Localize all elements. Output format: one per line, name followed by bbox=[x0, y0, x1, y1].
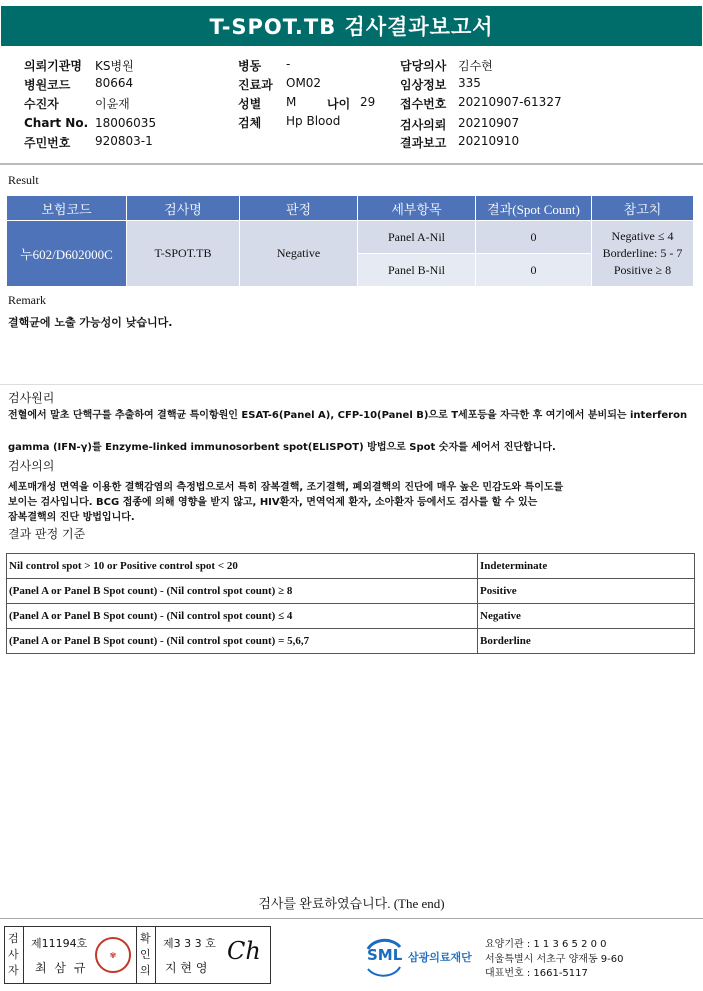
logo-text: SML bbox=[367, 946, 403, 964]
significance-line1: 세포매개성 면역을 이용한 결핵감염의 측정법으로서 특히 잠복결핵, 조기결핵, 폐외결핵의 진단에 매우 높은 민감도와 특이도를 bbox=[8, 482, 564, 493]
value-ward: - bbox=[286, 57, 291, 71]
org-code: 요양기관 : 1 1 3 6 5 2 0 0 bbox=[485, 939, 607, 950]
header-divider bbox=[0, 163, 703, 165]
examiner-name: 최 삼 규 bbox=[35, 961, 88, 975]
value-hospital-code: 80664 bbox=[95, 76, 134, 90]
seal-icon: ✾ bbox=[95, 937, 131, 973]
divider bbox=[136, 927, 137, 983]
col-detail-item: 세부항목 bbox=[358, 196, 476, 221]
value-resident-no: 920803-1 bbox=[95, 134, 153, 148]
verifier-name: 지 현 영 bbox=[165, 961, 208, 975]
value-clinical-info: 335 bbox=[458, 76, 481, 90]
cell-item-a: Panel A-Nil bbox=[358, 221, 476, 254]
significance-line3: 잠복결핵의 진단 방법입니다. bbox=[8, 512, 135, 523]
cell-count-b: 0 bbox=[476, 254, 592, 287]
significance-line2: 보이는 검사입니다. BCG 접종에 의해 영향을 받지 않고, HIV환자, 면역억제 환자, 소아환자 등에서도 검사를 할 수 있는 bbox=[8, 497, 538, 508]
criteria-result: Negative bbox=[478, 604, 695, 629]
label-chart-no: Chart No. bbox=[24, 116, 89, 130]
signature-box bbox=[4, 926, 271, 984]
label-department: 진료과 bbox=[238, 78, 273, 92]
header-info bbox=[0, 54, 703, 154]
org-address: 서울특별시 서초구 양재동 9-60 bbox=[485, 954, 624, 965]
cell-insurance-code: 누602/D602000C bbox=[7, 221, 127, 287]
value-report-date: 20210910 bbox=[458, 134, 520, 148]
signature-mark: Ch bbox=[227, 937, 261, 965]
principle-line2: gamma (IFN-γ)를 Enzyme-linked immunosorbent spot(ELISPOT) 방법으로 Spot 숫자를 세어서 진단합니다. bbox=[8, 442, 556, 453]
value-specimen: Hp Blood bbox=[286, 114, 341, 128]
label-clinical-info: 임상정보 bbox=[400, 78, 447, 92]
reference-negative: Negative ≤ 4 bbox=[611, 229, 674, 243]
criteria-result: Indeterminate bbox=[478, 554, 695, 579]
cell-item-b: Panel B-Nil bbox=[358, 254, 476, 287]
value-sex: M bbox=[286, 95, 297, 109]
criteria-result: Borderline bbox=[478, 629, 695, 654]
label-hospital-code: 병원코드 bbox=[24, 78, 71, 92]
label-age: 나이 bbox=[327, 97, 351, 111]
result-table bbox=[6, 195, 694, 287]
value-department: OM02 bbox=[286, 76, 322, 90]
criteria-result: Positive bbox=[478, 579, 695, 604]
cell-reference bbox=[592, 221, 694, 287]
col-reference: 참고치 bbox=[592, 196, 694, 221]
principle-heading: 검사원리 bbox=[8, 391, 55, 405]
label-institution: 의뢰기관명 bbox=[24, 59, 82, 73]
divider bbox=[155, 927, 156, 983]
criteria-condition: (Panel A or Panel B Spot count) - (Nil control spot count) ≥ 8 bbox=[7, 579, 478, 604]
principle-line1: 전혈에서 말초 단핵구를 추출하여 결핵균 특이항원인 ESAT-6(Panel A), CFP-10(Panel B)으로 T세포등을 자극한 후 여기에서 분비되는 interferon bbox=[8, 410, 688, 421]
divider bbox=[23, 927, 24, 983]
criteria-condition: Nil control spot > 10 or Positive control spot < 20 bbox=[7, 554, 478, 579]
verifier-label: 확인의 bbox=[140, 932, 151, 977]
org-phone: 대표번호 : 1661-5117 bbox=[485, 968, 588, 979]
reference-borderline: Borderline: 5 - 7 bbox=[602, 246, 683, 260]
org-name: 삼광의료재단 bbox=[408, 951, 472, 964]
label-patient: 수진자 bbox=[24, 97, 59, 111]
value-receipt-no: 20210907-61327 bbox=[458, 95, 562, 109]
value-request-date: 20210907 bbox=[458, 116, 520, 130]
label-receipt-no: 접수번호 bbox=[400, 97, 447, 111]
footer-divider bbox=[0, 918, 703, 919]
remark-divider bbox=[0, 384, 703, 385]
value-patient: 이윤재 bbox=[95, 97, 130, 111]
value-institution: KS병원 bbox=[95, 59, 134, 73]
result-heading: Result bbox=[8, 173, 39, 187]
significance-heading: 검사의의 bbox=[8, 459, 55, 473]
examiner-label: 검사자 bbox=[8, 932, 19, 977]
reference-positive: Positive ≥ 8 bbox=[613, 263, 672, 277]
col-result: 결과(Spot Count) bbox=[476, 196, 592, 221]
criteria-condition: (Panel A or Panel B Spot count) - (Nil control spot count) = 5,6,7 bbox=[7, 629, 478, 654]
label-ward: 병동 bbox=[238, 59, 262, 73]
label-sex: 성별 bbox=[238, 97, 262, 111]
col-judgement: 판정 bbox=[240, 196, 358, 221]
col-test-name: 검사명 bbox=[127, 196, 240, 221]
end-text: 검사를 완료하였습니다. (The end) bbox=[258, 896, 445, 911]
label-specimen: 검체 bbox=[238, 116, 262, 130]
report-title: T-SPOT.TB 검사결과보고서 bbox=[1, 6, 702, 46]
value-age: 29 bbox=[360, 95, 376, 109]
label-resident-no: 주민번호 bbox=[24, 136, 71, 150]
remark-text: 결핵균에 노출 가능성이 낮습니다. bbox=[8, 316, 173, 329]
verifier-no: 제3 3 3 호 bbox=[163, 937, 216, 950]
label-doctor: 담당의사 bbox=[400, 59, 447, 73]
label-report-date: 결과보고 bbox=[400, 136, 447, 150]
criteria-heading: 결과 판정 기준 bbox=[8, 527, 86, 541]
remark-heading: Remark bbox=[8, 293, 46, 307]
cell-test-name: T-SPOT.TB bbox=[127, 221, 240, 287]
cell-count-a: 0 bbox=[476, 221, 592, 254]
label-request-date: 검사의뢰 bbox=[400, 118, 447, 132]
criteria-condition: (Panel A or Panel B Spot count) - (Nil control spot count) ≤ 4 bbox=[7, 604, 478, 629]
value-chart-no: 18006035 bbox=[95, 116, 157, 130]
value-doctor: 김수현 bbox=[458, 59, 493, 73]
cell-judgement: Negative bbox=[240, 221, 358, 287]
examiner-no: 제11194호 bbox=[31, 937, 88, 950]
criteria-table bbox=[6, 553, 695, 654]
col-insurance-code: 보험코드 bbox=[7, 196, 127, 221]
